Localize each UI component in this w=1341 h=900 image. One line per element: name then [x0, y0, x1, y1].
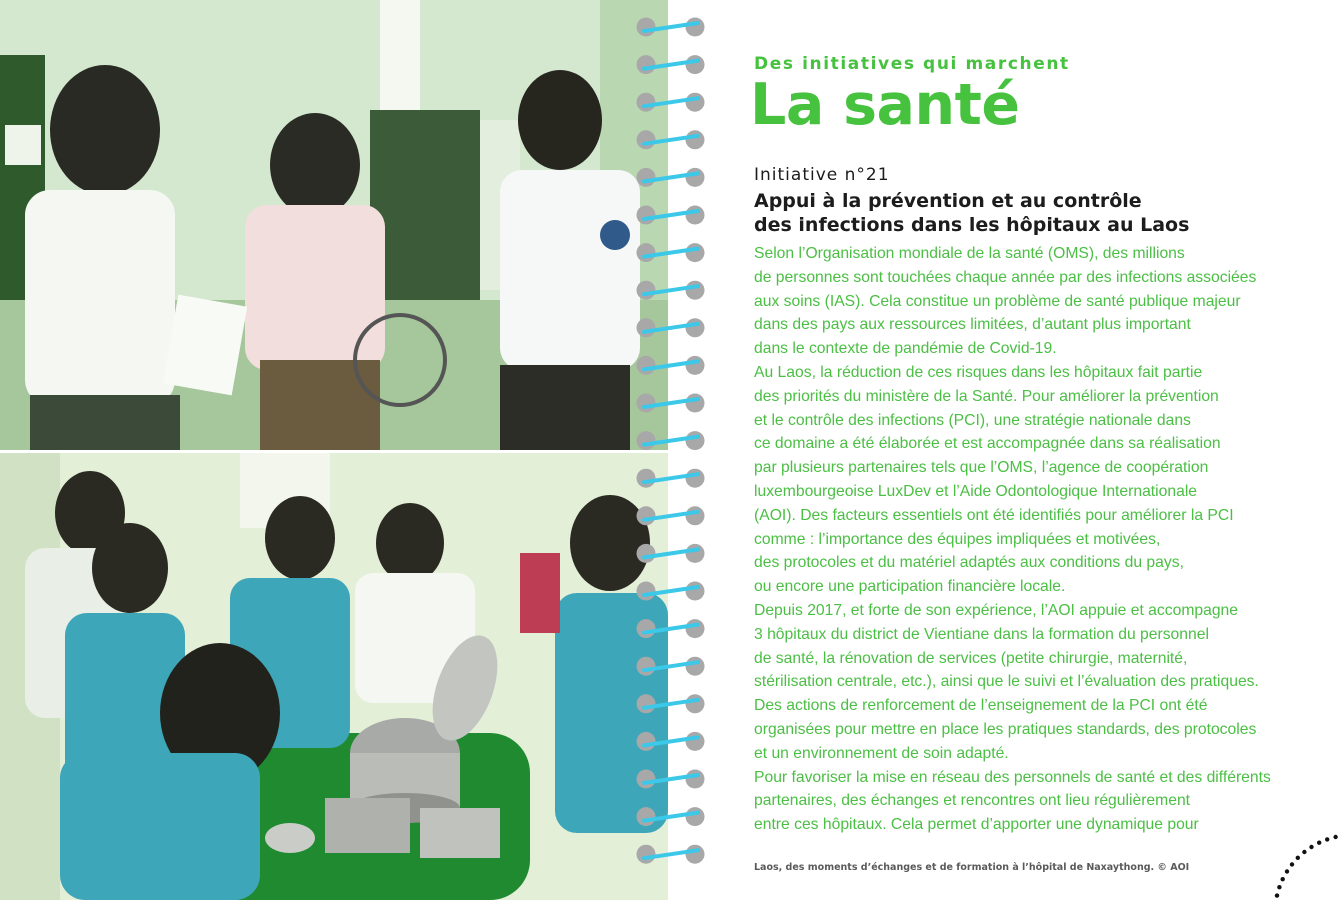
decoration-dot — [1290, 862, 1294, 866]
body-line: Depuis 2017, et forte de son expérience, l’AOI appuie et accompagne — [754, 601, 1239, 619]
decoration-dot — [1275, 893, 1279, 897]
spiral-ring — [637, 694, 705, 713]
spiral-ring — [637, 431, 705, 450]
body-line: et le contrôle des infections (PCI), une stratégie nationale dans — [754, 411, 1191, 429]
spiral-ring — [637, 356, 705, 375]
spiral-hole-right — [686, 694, 705, 713]
spiral-ring — [637, 770, 705, 789]
spiral-ring — [637, 807, 705, 826]
spiral-hole-left — [637, 318, 656, 337]
decoration-dot — [1277, 885, 1281, 889]
spiral-hole-left — [637, 168, 656, 187]
spiral-hole-left — [637, 281, 656, 300]
body-line: par plusieurs partenaires tels que l’OMS, l’agence de coopération — [754, 459, 1209, 477]
spiral-ring — [637, 206, 705, 225]
dotted-arc-decoration — [1258, 818, 1341, 900]
body-line: stérilisation centrale, etc.), ainsi que le suivi et l’évaluation des pratiques. — [754, 673, 1259, 691]
spiral-hole-right — [686, 318, 705, 337]
spiral-hole-right — [686, 356, 705, 375]
decoration-dot — [1281, 877, 1285, 881]
spiral-hole-right — [686, 807, 705, 826]
section-kicker: Des initiatives qui marchent — [754, 54, 1070, 74]
spiral-hole-right — [686, 431, 705, 450]
spiral-hole-right — [686, 206, 705, 225]
spiral-hole-right — [686, 281, 705, 300]
spiral-ring — [637, 619, 705, 638]
spiral-ring — [637, 281, 705, 300]
spiral-ring — [637, 55, 705, 74]
body-line: ou encore une participation financière locale. — [754, 578, 1066, 596]
body-line: (AOI). Des facteurs essentiels ont été identifiés pour améliorer la PCI — [754, 506, 1234, 524]
spiral-hole-right — [686, 168, 705, 187]
body-line: des protocoles et du matériel adaptés aux conditions du pays, — [754, 554, 1184, 572]
spiral-hole-right — [686, 845, 705, 864]
spiral-ring — [637, 93, 705, 112]
spiral-hole-left — [637, 469, 656, 488]
body-line: Selon l’Organisation mondiale de la santé (OMS), des millions — [754, 245, 1185, 262]
spiral-hole-right — [686, 770, 705, 789]
body-line: aux soins (IAS). Cela constitue un problème de santé publique majeur — [754, 292, 1241, 310]
spiral-hole-left — [637, 356, 656, 375]
spiral-hole-right — [686, 55, 705, 74]
photo-meeting-hospital-corridor — [0, 0, 668, 450]
spiral-hole-left — [637, 770, 656, 789]
spiral-hole-right — [686, 243, 705, 262]
spiral-hole-left — [637, 544, 656, 563]
spiral-hole-left — [637, 732, 656, 751]
body-line: Pour favoriser la mise en réseau des personnels de santé et des différents — [754, 768, 1271, 786]
spiral-ring — [637, 243, 705, 262]
article-title-line: des infections dans les hôpitaux au Laos — [754, 214, 1190, 236]
article-title-line: Appui à la prévention et au contrôle — [754, 190, 1142, 212]
spiral-hole-right — [686, 544, 705, 563]
spiral-hole-left — [637, 130, 656, 149]
decoration-dot — [1296, 856, 1300, 860]
decoration-dot — [1333, 835, 1337, 839]
body-line: des priorités du ministère de la Santé. Pour améliorer la prévention — [754, 387, 1219, 405]
spiral-hole-left — [637, 694, 656, 713]
body-line: de personnes sont touchées chaque année par des infections associées — [754, 268, 1257, 286]
spiral-ring — [637, 394, 705, 413]
body-line: partenaires, des échanges et rencontres ont lieu régulièrement — [754, 792, 1191, 810]
spiral-ring — [637, 168, 705, 187]
spiral-binding — [628, 0, 718, 900]
photo-caption: Laos, des moments d’échanges et de formation à l’hôpital de Naxaythong. © AOI — [754, 862, 1190, 873]
spiral-ring — [637, 845, 705, 864]
spiral-hole-left — [637, 243, 656, 262]
body-line: 3 hôpitaux du district de Vientiane dans la formation du personnel — [754, 625, 1209, 643]
section-title: La santé — [750, 72, 1020, 138]
body-line: dans le contexte de pandémie de Covid-19. — [754, 340, 1057, 358]
spiral-hole-left — [637, 845, 656, 864]
photo-sterilization-training — [0, 453, 668, 900]
spiral-hole-left — [637, 582, 656, 601]
spiral-hole-left — [637, 619, 656, 638]
body-line: luxembourgeoise LuxDev et l’Aide Odontologique Internationale — [754, 482, 1198, 500]
spiral-hole-left — [637, 55, 656, 74]
spiral-ring — [637, 732, 705, 751]
spiral-hole-left — [637, 431, 656, 450]
spiral-hole-right — [686, 394, 705, 413]
initiative-number: Initiative n°21 — [754, 165, 890, 185]
spiral-hole-left — [637, 18, 656, 37]
spiral-hole-left — [637, 657, 656, 676]
body-line: de santé, la rénovation de services (petite chirurgie, maternité, — [754, 649, 1188, 667]
spiral-ring — [637, 657, 705, 676]
spiral-hole-right — [686, 619, 705, 638]
spiral-ring — [637, 18, 705, 37]
body-line: et un environnement de soin adapté. — [754, 744, 1009, 762]
spiral-hole-right — [686, 657, 705, 676]
body-line: Des actions de renforcement de l’enseignement de la PCI ont été — [754, 697, 1208, 715]
spiral-ring — [637, 582, 705, 601]
decoration-dot — [1325, 837, 1329, 841]
spiral-hole-right — [686, 18, 705, 37]
spiral-ring — [637, 506, 705, 525]
body-line: organisées pour mettre en place les pratiques standards, des protocoles — [754, 720, 1257, 738]
spiral-ring — [637, 469, 705, 488]
spiral-hole-left — [637, 206, 656, 225]
body-line: entre ces hôpitaux. Cela permet d’apporter une dynamique pour — [754, 816, 1199, 834]
decoration-dot — [1285, 869, 1289, 873]
article-body — [754, 242, 1271, 837]
spiral-hole-left — [637, 807, 656, 826]
spiral-ring — [637, 544, 705, 563]
article-title — [754, 189, 1189, 237]
body-line: comme : l’importance des équipes impliquées et motivées, — [754, 530, 1161, 548]
article-page — [718, 0, 1341, 900]
spiral-hole-left — [637, 506, 656, 525]
spiral-hole-right — [686, 732, 705, 751]
spiral-hole-right — [686, 506, 705, 525]
decoration-dot — [1302, 850, 1306, 854]
decoration-dot — [1309, 845, 1313, 849]
body-line: Au Laos, la réduction de ces risques dans les hôpitaux fait partie — [754, 363, 1203, 381]
spiral-hole-right — [686, 582, 705, 601]
spiral-hole-right — [686, 130, 705, 149]
spiral-hole-left — [637, 394, 656, 413]
spiral-ring — [637, 318, 705, 337]
spiral-hole-right — [686, 93, 705, 112]
spiral-hole-right — [686, 469, 705, 488]
body-line: ce domaine a été élaborée et est accompagnée dans sa réalisation — [754, 435, 1221, 453]
body-line: dans des pays aux ressources limitées, d’autant plus important — [754, 316, 1191, 334]
decoration-dot — [1317, 841, 1321, 845]
spiral-ring — [637, 130, 705, 149]
spiral-hole-left — [637, 93, 656, 112]
photo-column — [0, 0, 668, 900]
